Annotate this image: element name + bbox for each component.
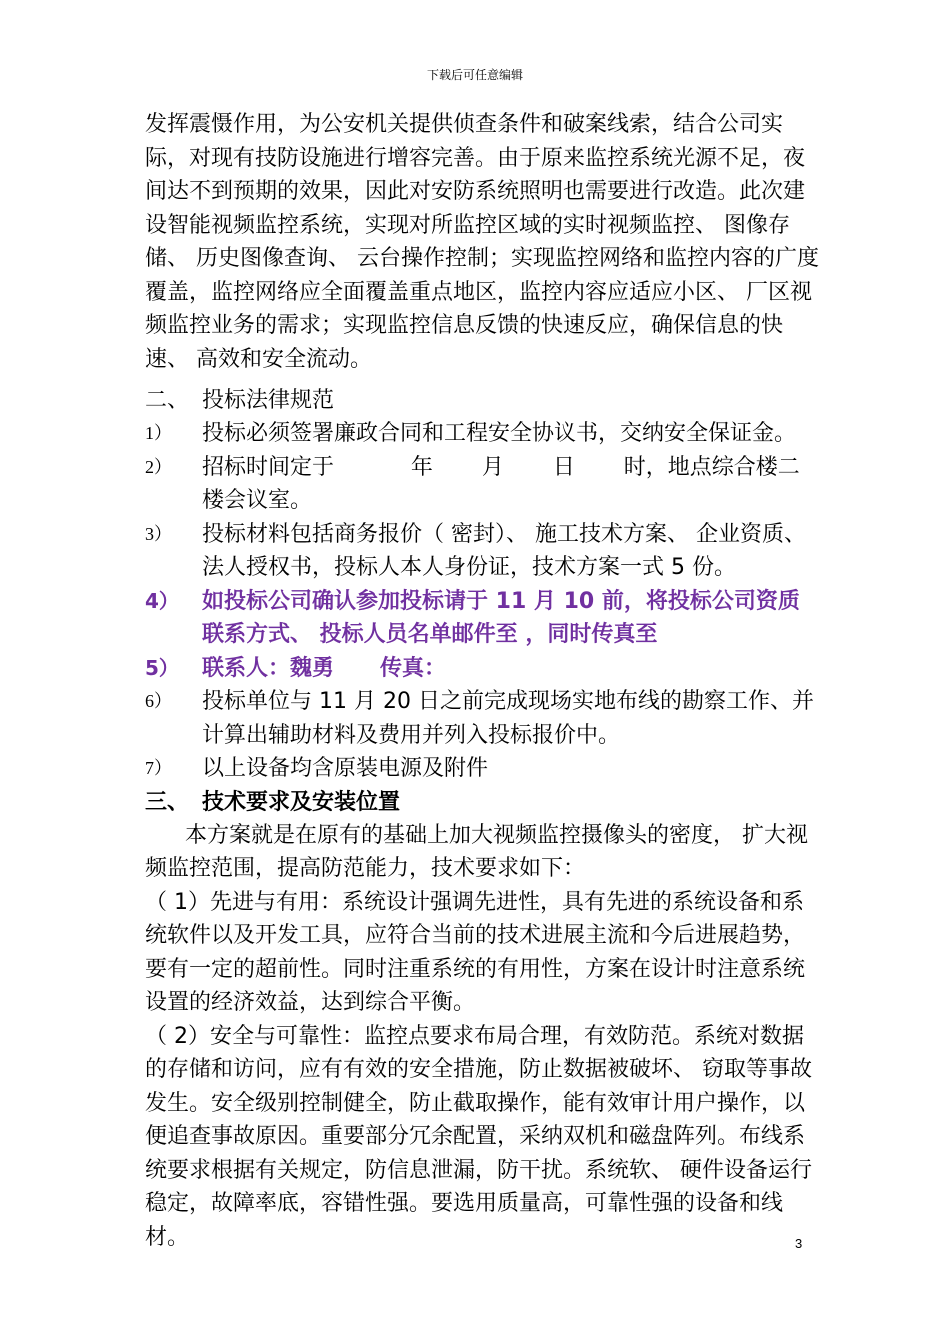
list-item-number: 3） bbox=[145, 523, 172, 544]
list-item-text: 以上设备均含原装电源及附件 bbox=[202, 756, 489, 781]
list-item bbox=[145, 417, 820, 451]
list-item-text: 联系人：魏勇 传真： bbox=[202, 655, 446, 681]
section-3-point-2: （ 2）安全与可靠性：监控点要求布局合理，有效防范。系统对数据的存储和访问，应有有效的安全措施，防止数据被破坏、 窃取等事故发生。安全级别控制健全，防止截取操作，能有效审计用户操作，以便追查事故原因。重要部分冗余配置，采纳双机和磁盘阵列。布线系统要求根据有关规定，防信息泄漏，防干扰。系统软、 硬件设备运行稳定，故障率底，容错性强。要选用质量高，可靠性强的设备和线材。 bbox=[145, 1023, 812, 1250]
list-item-highlighted bbox=[145, 585, 820, 652]
list-item-text: 如投标公司确认参加投标请于 11 月 10 前，将投标公司资质联系方式、 投标人员名单邮件至 ，同时传真至 bbox=[202, 588, 800, 647]
section-2-number: 二、 bbox=[145, 388, 190, 413]
list-item-number: 6） bbox=[145, 691, 172, 711]
list-item bbox=[145, 752, 820, 786]
list-item bbox=[145, 518, 820, 585]
list-item-number: 7） bbox=[145, 758, 172, 778]
list-item bbox=[145, 685, 820, 752]
section-3-title: 技术要求及安装位置 bbox=[202, 789, 401, 815]
list-item bbox=[145, 451, 820, 518]
section-3-heading bbox=[145, 786, 820, 819]
list-item-text: 投标单位与 11 月 20 日之前完成现场实地布线的勘察工作、并计算出辅助材料及费用并列入投标报价中。 bbox=[202, 689, 814, 748]
document-body bbox=[145, 108, 820, 1254]
section-3-number: 三、 bbox=[145, 789, 190, 815]
list-item-number: 1） bbox=[145, 423, 172, 443]
page-header: 下载后可任意编辑 bbox=[426, 68, 523, 82]
list-item-text: 投标必须签署廉政合同和工程安全协议书，交纳安全保证金。 bbox=[202, 421, 797, 446]
list-item-number: 4） bbox=[145, 588, 179, 613]
list-item-text: 投标材料包括商务报价（ 密封）、 施工技术方案、 企业资质、 法人授权书，投标人本人身份证，技术方案一式 5 份。 bbox=[202, 521, 806, 580]
section-3-intro: 本方案就是在原有的基础上加大视频监控摄像头的密度， 扩大视频监控范围，提高防范能力，技术要求如下： bbox=[145, 822, 808, 881]
section-2-heading bbox=[145, 384, 820, 417]
list-item-text: 招标时间定于 年 月 日 时，地点综合楼二楼会议室。 bbox=[202, 454, 800, 513]
list-item-number: 5） bbox=[145, 655, 179, 680]
list-item-number: 2） bbox=[145, 456, 172, 477]
section-2-title: 投标法律规范 bbox=[202, 388, 335, 413]
intro-paragraph: 发挥震慑作用，为公安机关提供侦查条件和破案线索，结合公司实际，对现有技防设施进行增容完善。由于原来监控系统光源不足，夜间达不到预期的效果，因此对安防系统照明也需要进行改造。此次建设智能视频监控系统，实现对所监控区域的实时视频监控、 图像存储、 历史图像查询、 云台操作控制；实现监控网络和监控内容的广度覆盖，监控网络应全面覆盖重点地区，监控内容应适应小区、 厂区视频监控业务的需求；实现监控信息反馈的快速反应，确保信息的快速、 高效和安全流动。 bbox=[145, 112, 819, 372]
page-number: 3 bbox=[795, 1236, 803, 1251]
list-item-highlighted bbox=[145, 652, 820, 686]
section-3-point-1: （ 1）先进与有用：系统设计强调先进性，具有先进的系统设备和系统软件以及开发工具，应符合当前的技术进展主流和今后进展趋势，要有一定的超前性。同时注重系统的有用性，方案在设计时注意系统设置的经济效益，达到综合平衡。 bbox=[145, 889, 806, 1015]
